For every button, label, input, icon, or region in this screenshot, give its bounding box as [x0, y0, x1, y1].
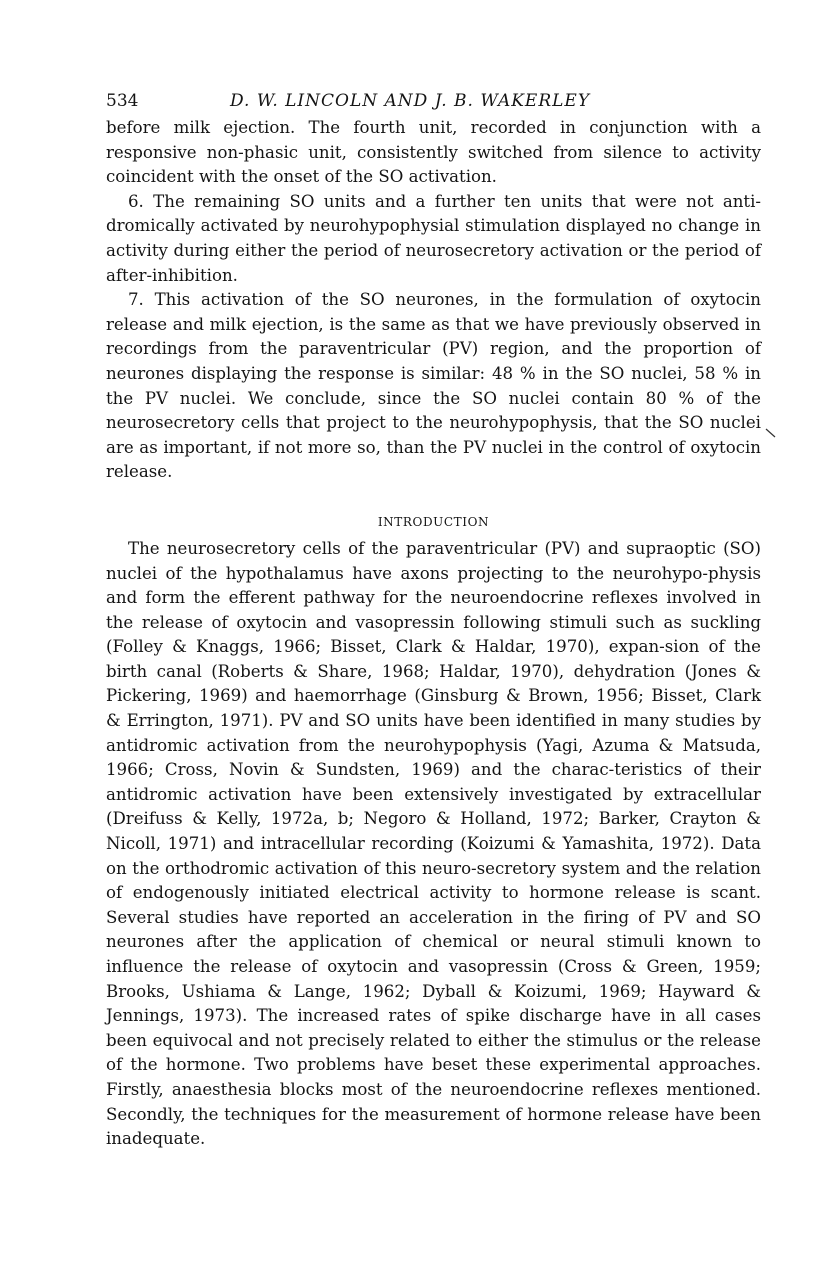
running-head: [106, 86, 761, 116]
summary-paragraph-6: 6. The remaining SO units and a further ten units that were not anti-dromically activated by neurohypophysial stimulation displayed no change in activity during either the period of neurosecretory activation or the period of after-inhibition.: [106, 191, 761, 285]
introduction-paragraph-1: The neurosecretory cells of the paraventricular (PV) and supraoptic (SO) nuclei of the hypothalamus have axons projecting to the neurohypo-physis and form the efferent pathway for the neuroendocrine reflexes involved in the release of oxytocin and vasopressin following stimuli such as suckling (Folley & Knaggs, 1966; Bisset, Clark & Haldar, 1970), expan-sion of the birth canal (Roberts & Share, 1968; Haldar, 1970), dehydration (Jones & Pickering, 1969) and haemorrhage (Ginsburg & Brown, 1956; Bisset, Clark & Errington, 1971). PV and SO units have been identified in many studies by antidromic activation from the neurohypophysis (Yagi, Azuma & Matsuda, 1966; Cross, Novin & Sundsten, 1969) and the charac-teristics of their antidromic activation have been extensively investigated by extracellular (Dreifuss & Kelly, 1972a, b; Negoro & Holland, 1972; Barker, Crayton & Nicoll, 1971) and intracellular recording (Koizumi & Yamashita, 1972). Data on the orthodromic activation of this neuro-secretory system and the relation of endogenously initiated electrical activity to hormone release is scant. Several studies have reported an acceleration in the firing of PV and SO neurones after the application of chemical or neural stimuli known to influence the release of oxytocin and vasopressin (Cross & Green, 1959; Brooks, Ushiama & Lange, 1962; Dyball & Koizumi, 1969; Hayward & Jennings, 1973). The increased rates of spike discharge have in all cases been equivocal and not precisely related to either the stimulus or the release of the hormone. Two problems have beset these experimental approaches. Firstly, anaesthesia blocks most of the neuroendocrine reflexes mentioned. Secondly, the techniques for the measurement of hormone release have been inadequate.: [106, 538, 761, 1149]
summary-paragraph-7: 7. This activation of the SO neurones, in the formulation of oxytocin release and milk ejection, is the same as that we have previously observed in recordings from the paraventricular (PV) region, and the proportion of neurones displaying the response is similar: 48 % in the SO nuclei, 58 % in the PV nuclei. We conclude, since the SO nuclei contain 80 % of the neurosecretory cells that project to the neurohypophysis, that the SO nuclei are as important, if not more so, than the PV nuclei in the control of oxytocin release.: [106, 290, 761, 482]
summary-paragraph-5-continued: before milk ejection. The fourth unit, recorded in conjunction with a responsive non-phasic unit, consistently switched from silence to activity coincident with the onset of the SO activation.: [106, 118, 761, 187]
page-number: 534: [106, 91, 139, 111]
introduction-heading: INTRODUCTION: [377, 514, 490, 529]
margin-mark: [764, 427, 778, 439]
header-authors: D. W. LINCOLN AND J. B. WAKERLEY: [230, 91, 591, 111]
journal-page: [106, 86, 761, 1152]
